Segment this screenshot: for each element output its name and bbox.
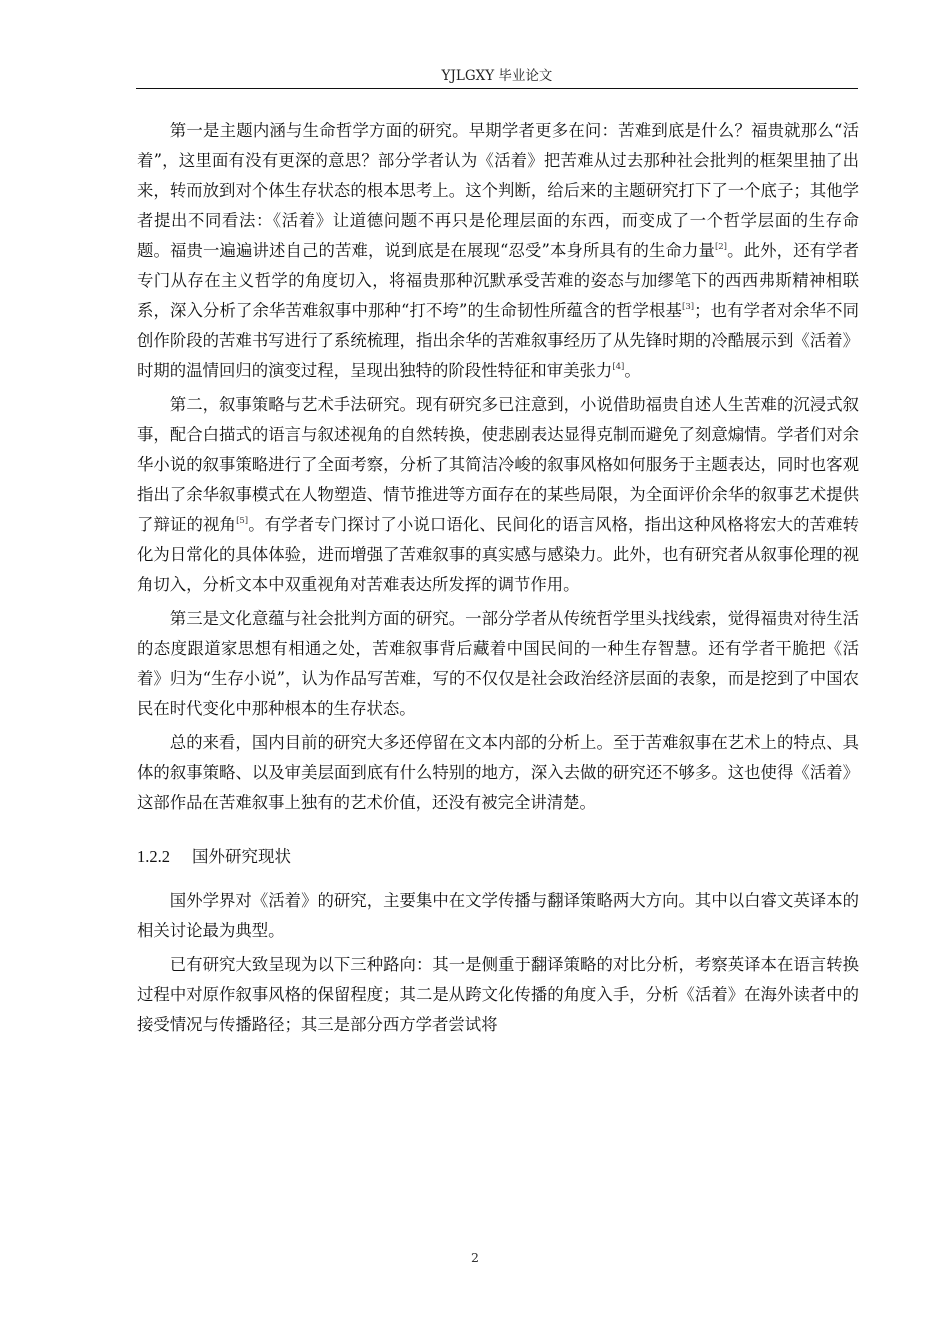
- citation-ref[interactable]: [5]: [236, 516, 249, 526]
- citation-ref[interactable]: [3]: [682, 302, 695, 312]
- paragraph-narrative: 第二，叙事策略与艺术手法研究。现有研究多已注意到，小说借助福贵自述人生苦难的沉浸式叙事，配合白描式的语言与叙述视角的自然转换，使悲剧表达显得克制而避免了刻意煽情。学者们对余华小说的叙事策略进行了全面考察，分析了其简洁冷峻的叙事风格如何服务于主题表达，同时也客观指出了余华叙事模式在人物塑造、情节推进等方面存在的某些局限，为全面评价余华的叙事艺术提供了辩证的视角[5]。有学者专门探讨了小说口语化、民间化的语言风格，指出这种风格将宏大的苦难转化为日常化的具体体验，进而增强了苦难叙事的真实感与感染力。此外，也有研究者从叙事伦理的视角切入，分析文本中双重视角对苦难表达所发挥的调节作用。: [137, 395, 860, 594]
- page-number: 2: [471, 1250, 479, 1265]
- paragraph-foreign-intro: 国外学界对《活着》的研究，主要集中在文学传播与翻译策略两大方向。其中以白睿文英译本的相关讨论最为典型。: [137, 891, 859, 940]
- body-text: [137, 116, 859, 1040]
- paragraph-summary: 总的来看，国内目前的研究大多还停留在文本内部的分析上。至于苦难叙事在艺术上的特点、具体的叙事策略、以及审美层面到底有什么特别的地方，深入去做的研究还不够多。这也使得《活着》这部作品在苦难叙事上独有的艺术价值，还没有被完全讲清楚。: [137, 733, 859, 812]
- section-title: 国外研究现状: [192, 847, 291, 866]
- running-header: YJLGXY 毕业论文: [441, 68, 553, 84]
- citation-ref[interactable]: [2]: [714, 242, 727, 252]
- paragraph-foreign-approaches: 已有研究大致呈现为以下三种路向：其一是侧重于翻译策略的对比分析，考察英译本在语言转换过程中对原作叙事风格的保留程度；其二是从跨文化传播的角度入手，分析《活着》在海外读者中的接受情况与传播路径；其三是部分西方学者尝试将: [137, 955, 859, 1034]
- paragraph-theme: 第一是主题内涵与生命哲学方面的研究。早期学者更多在问：苦难到底是什么？福贵就那么“活着”，这里面有没有更深的意思？部分学者认为《活着》把苦难从过去那种社会批判的框架里抽了出来，转而放到对个体生存状态的根本思考上。这个判断，给后来的主题研究打下了一个底子；其他学者提出不同看法：《活着》让道德问题不再只是伦理层面的东西，而变成了一个哲学层面的生存命题。福贵一遍遍讲述自己的苦难，说到底是在展现“忍受”本身所具有的生命力量[2]。此外，还有学者专门从存在主义哲学的角度切入，将福贵那种沉默承受苦难的姿态与加缪笔下的西西弗斯精神相联系，深入分析了余华苦难叙事中那种“打不垮”的生命韧性所蕴含的哲学根基[3]；也有学者对余华不同创作阶段的苦难书写进行了系统梳理，指出余华的苦难叙事经历了从先锋时期的冷酷展示到《活着》时期的温情回归的演变过程，呈现出独特的阶段性特征和审美张力[4]。: [137, 121, 860, 380]
- section-number: 1.2.2: [137, 847, 170, 866]
- paragraph-culture: 第三是文化意蕴与社会批判方面的研究。一部分学者从传统哲学里头找线索，觉得福贵对待生活的态度跟道家思想有相通之处，苦难叙事背后藏着中国民间的一种生存智慧。还有学者干脆把《活着》归为“生存小说”，认为作品写苦难，写的不仅仅是社会政治经济层面的表象，而是挖到了中国农民在时代变化中那种根本的生存状态。: [137, 609, 859, 718]
- section-heading: [137, 842, 859, 872]
- header-rule: [136, 88, 858, 89]
- citation-ref[interactable]: [4]: [612, 362, 625, 372]
